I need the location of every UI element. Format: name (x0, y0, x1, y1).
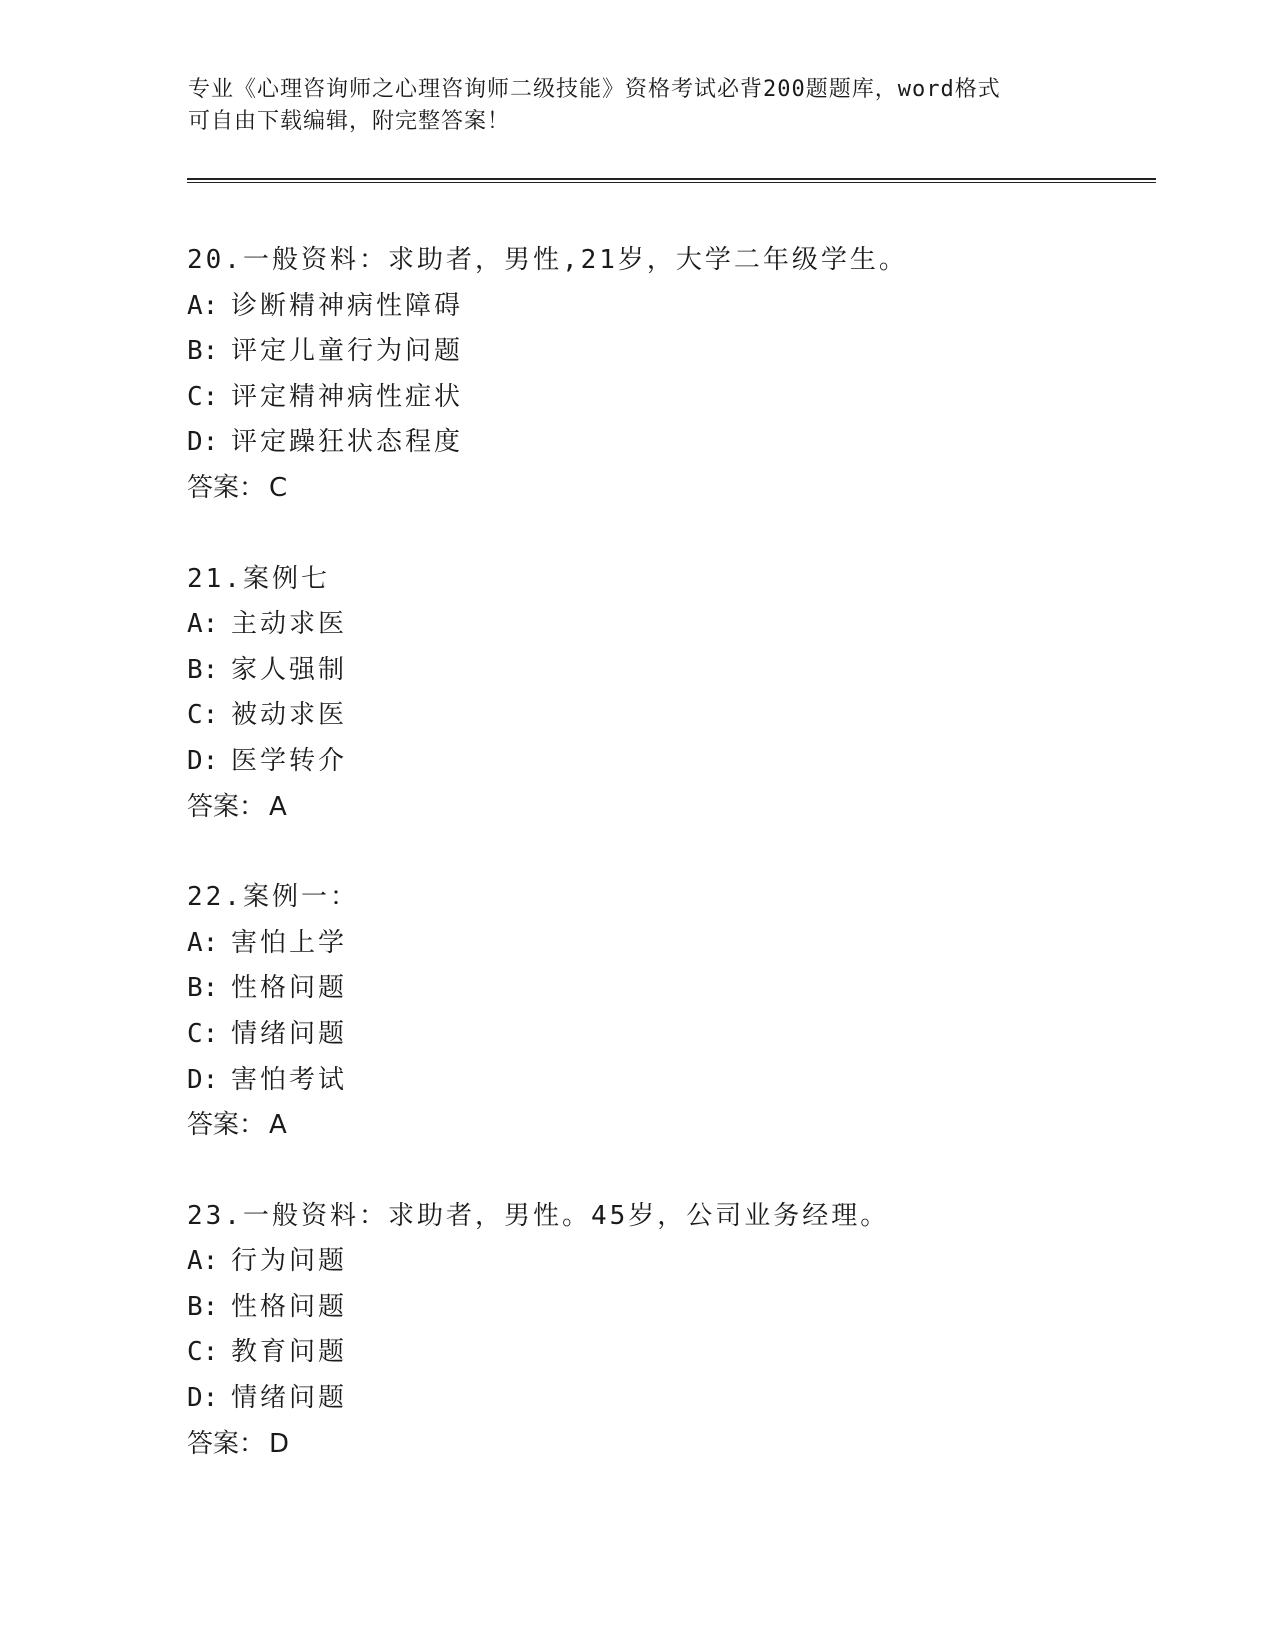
option-text: 家人强制 (231, 654, 348, 685)
option-text: 评定精神病性症状 (231, 381, 464, 412)
question-stem: 20.一般资料：求助者，男性,21岁，大学二年级学生。 (187, 245, 908, 275)
option-key: D: (187, 1064, 219, 1095)
option-text: 性格问题 (231, 1291, 348, 1322)
option-text: 害怕上学 (231, 927, 348, 958)
answer-value: C (269, 472, 288, 503)
option-d (187, 420, 1147, 466)
option-text: 情绪问题 (231, 1018, 348, 1049)
option-b (187, 648, 1147, 694)
option-key: C: (187, 1018, 219, 1049)
option-text: 被动求医 (231, 700, 348, 731)
answer-value: D (269, 1428, 290, 1459)
option-text: 主动求医 (231, 609, 348, 640)
option-text: 害怕考试 (231, 1064, 348, 1095)
document-header (188, 74, 1088, 138)
option-text: 行为问题 (231, 1246, 348, 1277)
question-list (187, 238, 1147, 1512)
answer-value: A (269, 791, 287, 822)
option-c (187, 1012, 1147, 1058)
answer-label: 答案： (187, 472, 266, 503)
option-key: B: (187, 973, 219, 1004)
option-a (187, 284, 1147, 330)
option-key: A: (187, 927, 219, 958)
answer-line (187, 1422, 1147, 1468)
answer-line (187, 785, 1147, 831)
option-d (187, 1376, 1147, 1422)
question-stem: 22.案例一： (187, 882, 359, 913)
question-22 (187, 875, 1147, 1149)
header-line-2: 可自由下载编辑，附完整答案！ (188, 109, 511, 134)
option-key: A: (187, 1246, 219, 1277)
option-a (187, 1239, 1147, 1285)
question-20 (187, 238, 1147, 512)
option-key: B: (187, 336, 219, 367)
question-23 (187, 1194, 1147, 1468)
answer-label: 答案： (187, 1110, 266, 1141)
answer-value: A (269, 1110, 287, 1141)
option-c (187, 1330, 1147, 1376)
option-b (187, 329, 1147, 375)
option-text: 教育问题 (231, 1337, 348, 1368)
option-key: C: (187, 381, 219, 412)
question-stem: 21.案例七 (187, 563, 330, 594)
option-text: 诊断精神病性障碍 (231, 290, 464, 321)
option-text: 性格问题 (231, 973, 348, 1004)
answer-label: 答案： (187, 1428, 266, 1459)
header-divider (187, 178, 1156, 183)
option-text: 评定躁狂状态程度 (231, 427, 464, 458)
option-text: 情绪问题 (231, 1383, 348, 1414)
option-key: B: (187, 654, 219, 685)
option-key: D: (187, 427, 219, 458)
option-d (187, 739, 1147, 785)
option-text: 评定儿童行为问题 (231, 336, 464, 367)
option-a (187, 921, 1147, 967)
option-key: C: (187, 700, 219, 731)
question-21 (187, 557, 1147, 831)
answer-line (187, 1103, 1147, 1149)
option-key: D: (187, 1383, 219, 1414)
header-line-1: 专业《心理咨询师之心理咨询师二级技能》资格考试必背200题题库，word格式 (188, 77, 1001, 102)
answer-line (187, 466, 1147, 512)
option-key: A: (187, 290, 219, 321)
option-c (187, 693, 1147, 739)
option-d (187, 1058, 1147, 1104)
option-c (187, 375, 1147, 421)
option-key: A: (187, 609, 219, 640)
option-key: C: (187, 1337, 219, 1368)
option-key: D: (187, 745, 219, 776)
option-b (187, 966, 1147, 1012)
option-text: 医学转介 (231, 745, 348, 776)
option-key: B: (187, 1291, 219, 1322)
question-stem: 23.一般资料：求助者，男性。45岁，公司业务经理。 (187, 1200, 890, 1231)
option-a (187, 602, 1147, 648)
answer-label: 答案： (187, 791, 266, 822)
option-b (187, 1285, 1147, 1331)
